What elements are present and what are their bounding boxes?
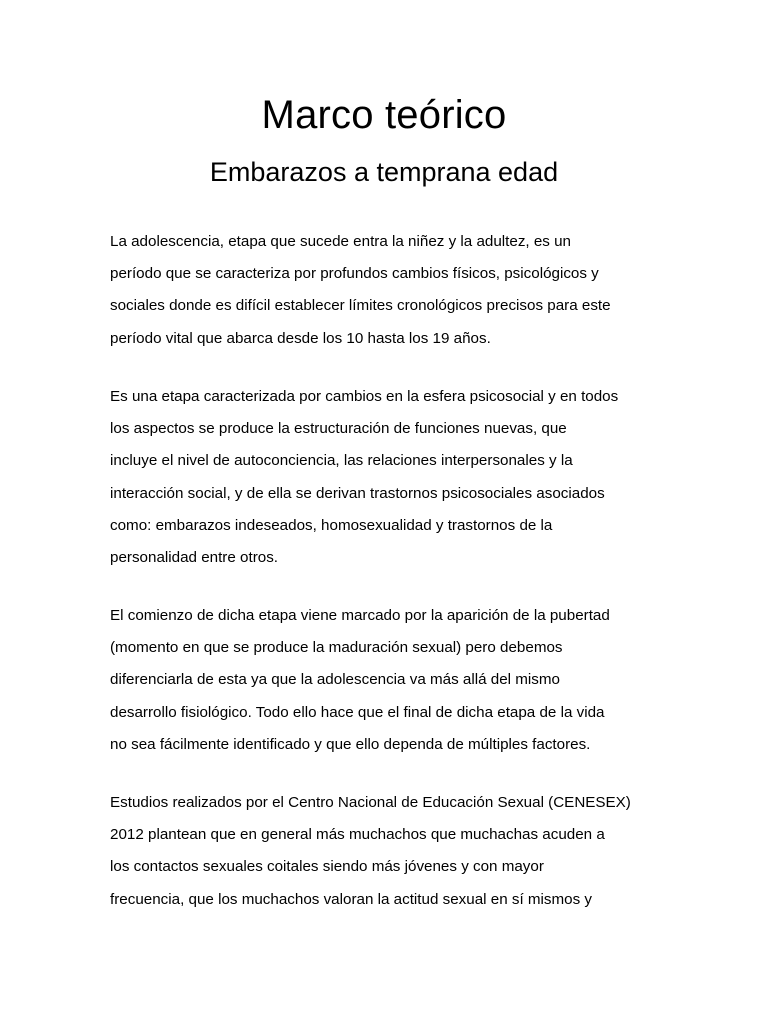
text-line: los contactos sexuales coitales siendo más jóvenes y con mayor: [110, 858, 544, 876]
text-line: personalidad entre otros.: [110, 548, 279, 566]
text-line: período que se caracteriza por profundos cambios físicos, psicológicos y: [110, 265, 599, 283]
text-line: interacción social, y de ella se derivan trastornos psicosociales asociados: [110, 484, 605, 502]
page-subtitle: Embarazos a temprana edad: [209, 157, 559, 187]
paragraph-etapa-psicosocial: [110, 381, 670, 574]
page-title: Marco teórico: [261, 93, 507, 137]
text-line: Es una etapa caracterizada por cambios en la esfera psicosocial y en todos: [110, 388, 619, 405]
text-line: sociales donde es difícil establecer límites cronológicos precisos para este: [110, 297, 611, 315]
text-line: como: embarazos indeseados, homosexualidad y trastornos de la: [110, 516, 553, 534]
text-line: desarrollo fisiológico. Todo ello hace que el final de dicha etapa de la vida: [110, 703, 605, 721]
text-line: Estudios realizados por el Centro Nacional de Educación Sexual (CENESEX): [110, 794, 631, 811]
text-line: La adolescencia, etapa que sucede entra la niñez y la adultez, es un: [110, 233, 572, 250]
paragraph-pubertad: [110, 600, 670, 761]
text-line: (momento en que se produce la maduración sexual) pero debemos: [110, 639, 563, 657]
text-line: los aspectos se produce la estructuración de funciones nuevas, que: [110, 420, 567, 438]
text-line: frecuencia, que los muchachos valoran la actitud sexual en sí mismos y: [110, 890, 593, 908]
text-line: no sea fácilmente identificado y que ello dependa de múltiples factores.: [110, 735, 591, 753]
paragraph-adolescencia: [110, 226, 670, 355]
text-line: diferenciarla de esta ya que la adolescencia va más allá del mismo: [110, 671, 560, 689]
text-line: El comienzo de dicha etapa viene marcado por la aparición de la pubertad: [110, 607, 610, 624]
text-line: 2012 plantean que en general más muchachos que muchachas acuden a: [110, 826, 605, 844]
text-line: incluye el nivel de autoconciencia, las relaciones interpersonales y la: [110, 452, 573, 470]
text-line: período vital que abarca desde los 10 hasta los 19 años.: [110, 329, 491, 347]
paragraph-estudios-cenesex: [110, 787, 670, 916]
